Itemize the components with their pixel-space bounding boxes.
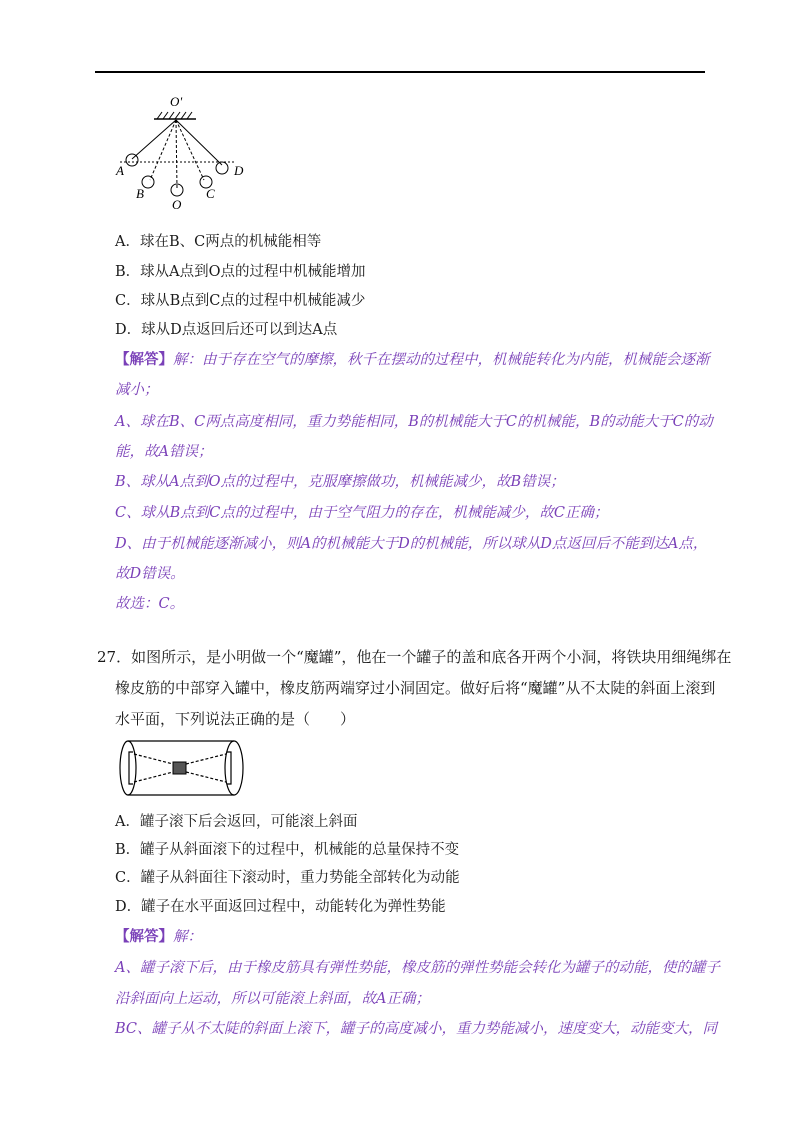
label-pivot: O' xyxy=(170,94,183,109)
q26-answer-line-8: 故D错误。 xyxy=(115,566,185,582)
q26-option-c: C．球从B点到C点的过程中机械能减少 xyxy=(115,293,366,309)
q26-answer-line-4: 能，故A错误； xyxy=(115,444,213,460)
label-c: C xyxy=(206,186,215,201)
pendulum-figure xyxy=(110,92,260,214)
q26-answer-tag: 【解答】 xyxy=(115,351,173,368)
header-rule xyxy=(95,71,705,73)
q27-answer-line-1 xyxy=(115,927,202,947)
q27-answer-line-2: A、罐子滚下后，由于橡皮筋具有弹性势能，橡皮筋的弹性势能会转化为罐子的动能，使的罐子 xyxy=(115,960,720,976)
label-a: A xyxy=(116,163,124,178)
q26-answer-line-1 xyxy=(115,350,710,370)
label-b: B xyxy=(136,186,144,201)
q26-answer-line-7: D、由于机械能逐渐减小，则A的机械能大于D的机械能，所以球从D点返回后不能到达A点， xyxy=(115,536,708,552)
q26-answer-text-1: 解：由于存在空气的摩擦，秋千在摆动的过程中，机械能转化为内能，机械能会逐渐 xyxy=(173,352,710,368)
q27-option-d: D．罐子在水平面返回过程中，动能转化为弹性势能 xyxy=(115,899,446,915)
q27-answer-line-3: 沿斜面向上运动，所以可能滚上斜面，故A正确； xyxy=(115,991,430,1007)
q26-answer-line-3: A、球在B、C两点高度相同，重力势能相同，B的机械能大于C的机械能，B的动能大于C的动 xyxy=(115,414,713,430)
q26-answer-line-6: C、球从B点到C点的过程中，由于空气阻力的存在，机械能减少，故C正确； xyxy=(115,505,609,521)
q26-answer-line-5: B、球从A点到O点的过程中，克服摩擦做功，机械能减少，故B错误； xyxy=(115,474,565,490)
q27-option-b: B．罐子从斜面滚下的过程中，机械能的总量保持不变 xyxy=(115,842,460,858)
q27-option-c: C．罐子从斜面往下滚动时，重力势能全部转化为动能 xyxy=(115,870,460,886)
label-d: D xyxy=(234,163,244,178)
q27-answer-line-4: BC、罐子从不太陡的斜面上滚下，罐子的高度减小，重力势能减小，速度变大，动能变大，同 xyxy=(115,1021,718,1037)
q27-answer-tag: 【解答】 xyxy=(115,928,173,945)
q26-option-a: A．球在B、C两点的机械能相等 xyxy=(115,234,322,250)
q27-stem-line-3: 水平面，下列说法正确的是（ ） xyxy=(115,710,356,728)
q27-stem-line-2: 橡皮筋的中部穿入罐中，橡皮筋两端穿过小洞固定。做好后将“魔罐”从不太陡的斜面上滚到 xyxy=(115,679,716,697)
q26-option-d: D．球从D点返回后还可以到达A点 xyxy=(115,322,338,338)
q27-stem-line-1: 27．如图所示，是小明做一个“魔罐”，他在一个罐子的盖和底各开两个小洞，将铁块用细绳绑在 xyxy=(97,648,732,666)
q26-answer-line-9: 故选：C。 xyxy=(115,596,185,612)
label-o: O xyxy=(172,197,182,212)
q27-answer-text-1: 解： xyxy=(173,929,202,945)
q26-option-b: B．球从A点到O点的过程中机械能增加 xyxy=(115,264,366,280)
magic-can-figure xyxy=(116,738,248,798)
q27-option-a: A．罐子滚下后会返回，可能滚上斜面 xyxy=(115,814,358,830)
q26-answer-line-2: 减小； xyxy=(115,382,159,398)
